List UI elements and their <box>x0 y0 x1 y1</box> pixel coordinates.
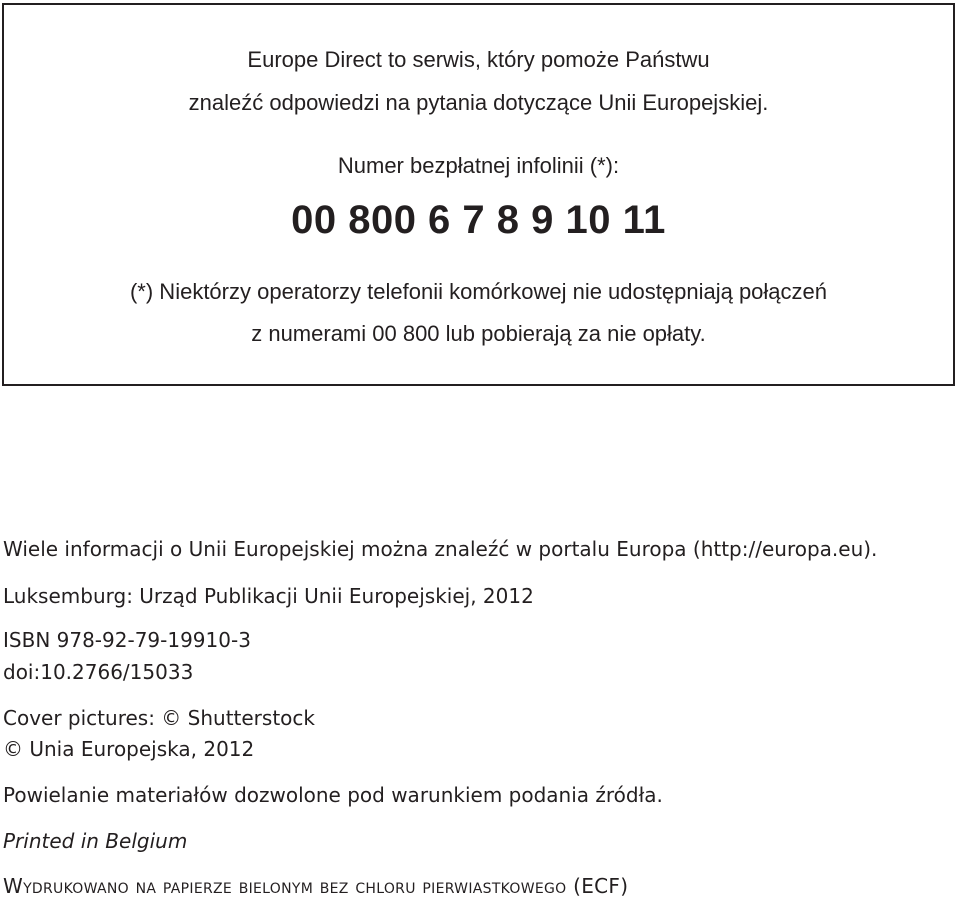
intro-line-1: Europe Direct to serwis, który pomoże Państwu <box>247 47 710 72</box>
isbn-text: ISBN 978-92-79-19910-3 <box>3 628 251 652</box>
paper-note-text: Wydrukowano na papierze bielonym bez chloru pierwiastkowego (ECF) <box>3 874 629 898</box>
phone-number: 00 800 6 7 8 9 10 11 <box>291 198 666 242</box>
doi-text: doi:10.2766/15033 <box>3 660 194 684</box>
copyright-text: © Unia Europejska, 2012 <box>3 737 255 761</box>
europe-direct-info-box <box>2 3 955 386</box>
publisher-text: Luksemburg: Urząd Publikacji Unii Europejskiej, 2012 <box>3 584 534 608</box>
operator-note-line-2: z numerami 00 800 lub pobierają za nie opłaty. <box>251 321 706 346</box>
cover-pictures-credit: Cover pictures: © Shutterstock <box>3 706 315 730</box>
printed-in-text: Printed in Belgium <box>3 829 188 853</box>
operator-note-line-1: (*) Niektórzy operatorzy telefonii komórkowej nie udostępniają połączeń <box>129 279 828 304</box>
intro-line-2: znaleźć odpowiedzi na pytania dotyczące Unii Europejskiej. <box>188 90 769 115</box>
hotline-label: Numer bezpłatnej infolinii (*): <box>337 153 620 178</box>
reproduction-notice: Powielanie materiałów dozwolone pod warunkiem podania źródła. <box>3 783 663 807</box>
portal-info-text: Wiele informacji o Unii Europejskiej można znaleźć w portalu Europa (http://europa.eu). <box>3 537 878 561</box>
